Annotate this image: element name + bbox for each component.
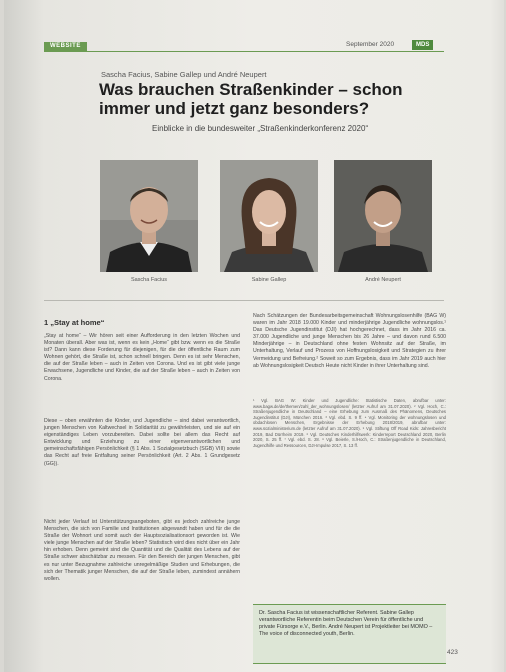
footnotes: ¹ Vgl. BAG W: Kinder und Jugendliche: Statistische Daten, abrufbar unter: www.bagw.de/de/themen/zahl_der_wohnungslosen/ (letzter Aufruf am 31.07.2020). ² Vgl. Hoch, C.: Straßenjugendliche in Deutschland – eine Erhebung zum Ausmaß des Phänomens, Deutsches Jugendinstitut (DJI), München 2016. ³ Vgl. ebd. S. 9 ff. ⁴ Vgl. Monitoring der wohnungslosen und obdachlosen Menschen, Ergebnisse der Erhebung 2018/2019, abrufbar unter: www.sozialministerium.de (letzter Aufruf am 31.07.2020). ⁵ Vgl. Stiftung Off Road Kids: Jahresbericht 2019, Bad Dürrheim 2019. ⁶ Vgl. Deutsches Kinderhilfswerk: Kinderreport Deutschland 2020, Berlin 2020, S. 25 ff. ⁷ Vgl. ebd. S. 28. ⁸ Vgl. Beierle, S./Hoch, C.: Straßenjugendliche in Deutschland, Jugendhilfe und Ressourcen, DJI-Impulse 2017, S. 13 ff. xyxy=(253,398,446,448)
author-bio-box: Dr. Sascha Facius ist wissenschaftlicher Referent. Sabine Gallep verantwortliche Referentin beim Deutschen Verein für öffentliche und private Fürsorge e.V., Berlin. André Neupert ist Projektleiter bei MOMO – The voice of disconnected youth, Berlin. xyxy=(253,604,446,664)
right-paragraph-1: Nach Schätzungen der Bundesarbeitsgemeinschaft Wohnungslosenhilfe (BAG W) waren im Jahr 2018 19.000 Kinder und minderjährige Jugendliche wohnungslos.¹ Das Deutsche Jugendinstitut (DJI) hat hochgerechnet, dass im Jahr 2016 ca. 37.000 Jugendliche und junge Menschen bis 26 Jahre – und davon rund 6.500 Minderjährige – in Deutschland ohne festen Wohnsitz auf der Straße, im Unterhaltung, Verlauf und Prozess von Hoffnungslosigkeit und Strategien zu ihrer Vermeidung und Befreiung.² Soweit so zum Ergebnis, dass im Jahr 2019 auch hier ab Wohnungslosigkeit Deutsch Heute nicht Kinder in ihrer Unterhaltung sind. xyxy=(253,313,446,369)
left-paragraph-3: Nicht jeder Verlauf ist Unterstützungsangeboten, gibt es jedoch zahlreiche junge Menschen, die sich von Familie und Institutionen abgewandt haben und für die die Straße der Wohnort und somit auch der Hauptsozialisationsort geworden ist. Wie viele junge Menschen auf der Straße leben? Statistisch wird dies nicht über ein Jahr hin erhoben. Denn gemeint sind die Quantität und die Qualität des Lebens auf der Straße schwer abschätzbar zu messen. Für den Bereich der jungen Menschen, gibt es nur unter Bezugnahme zahlreiche unregelmäßige Studien und Erhebungen, die sich der Thematik junger Menschen, die auf der Straße leben, zumindest annähern wollen. xyxy=(44,519,240,582)
photo-caption: Sascha Facius xyxy=(130,277,168,283)
article-subtitle: Einblicke in die bundesweiter „Straßenkinderkonferenz 2020“ xyxy=(152,124,369,133)
page-edge-shadow xyxy=(490,0,504,672)
author-photo-facius xyxy=(100,160,198,272)
section-heading: 1 „Stay at home“ xyxy=(44,318,105,327)
photo-caption: André Neupert xyxy=(365,277,401,283)
section-divider xyxy=(44,300,444,301)
rubric-rule xyxy=(44,51,444,52)
magazine-page xyxy=(4,0,504,672)
left-paragraph-2: Diese – oben erwähnten die Kinder, und Jugendliche – sind dabei verantwortlich, jungen Menschen von Kaltwechsel in Solidarität zu gewährleisten, und sie auf ein eigenständiges Leben vorzubereiten. Dabei sollte bei allem das Recht auf Entwicklung und Erziehung zu einer eigenverantwortlichen und gemeinschaftsfähigen Persönlichkeit (§ 1 Abs. 1 Sozialgesetzbuch (SGB) VIII) sowie das Recht auf freie Entfaltung seiner Persönlichkeit (Art. 2 Abs. 1 Grundgesetz (GG)). xyxy=(44,418,240,467)
left-paragraph-1: „Stay at home“ – Wir hören seit einer Aufforderung in den letzten Wochen und Monaten überall. Aber was ist, wenn es kein „Home“ gibt bzw. wenn es die Straße ist? Dann kann diese Forderung für diejenigen, für die der öffentliche Raum zum Wohnen gehört, die Straße ist, schon schnell bringen. Denn es ist sehr Menschen, die auf der Straße leben – auch in Zeiten von Corona. Und es ist gibt viele junge Erwachsene, Jugendliche und Kinder, die auf der Straße leben – auch in Zeiten von Corona. xyxy=(44,333,240,382)
author-photo-gallep xyxy=(220,160,318,272)
author-photo-neupert xyxy=(334,160,432,272)
page-number: 423 xyxy=(447,649,458,656)
photo-caption: Sabine Gallep xyxy=(251,277,287,283)
issue-date: September 2020 xyxy=(346,41,395,48)
journal-badge: MDS xyxy=(412,40,433,50)
article-authors: Sascha Facius, Sabine Gallep und André Neupert xyxy=(101,70,267,79)
article-title: Was brauchen Straßenkinder – schon immer und jetzt ganz besonders? xyxy=(99,80,403,118)
rubric-label: WEBSITE xyxy=(44,42,87,51)
